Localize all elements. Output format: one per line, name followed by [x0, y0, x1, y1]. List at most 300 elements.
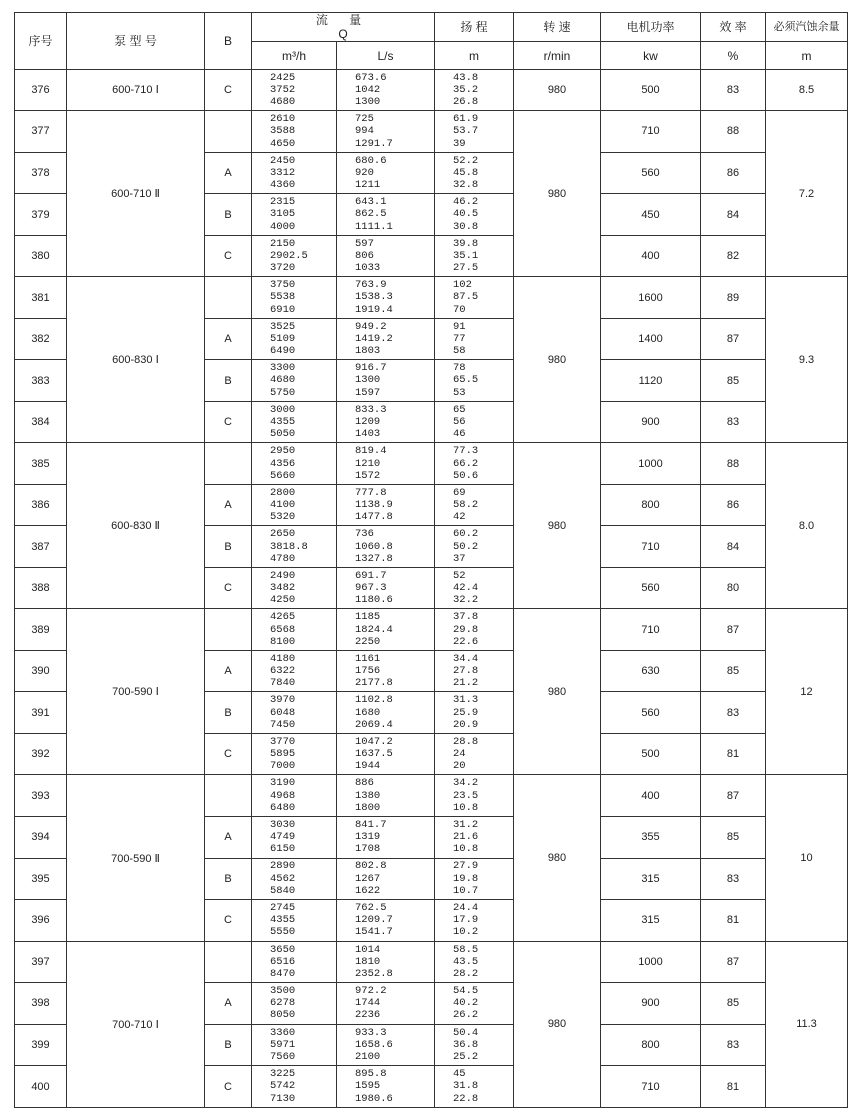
head-m	[435, 194, 514, 236]
flow-ls	[337, 941, 435, 983]
flow-m3h-value: 3300	[270, 362, 296, 375]
flow-ls-value: 886	[355, 777, 374, 790]
flow-m3h-value: 6150	[270, 843, 296, 856]
header-flow	[252, 13, 435, 42]
head-m-value: 26.8	[453, 96, 479, 109]
head-m-value: 21.6	[453, 831, 479, 844]
flow-ls	[337, 1024, 435, 1066]
flow-m3h-value: 2745	[270, 901, 296, 914]
flow-m3h-value: 3190	[270, 777, 296, 790]
row-index: 400	[15, 1066, 67, 1108]
head-m-value: 24.4	[453, 901, 479, 914]
flow-ls-value: 1919.4	[355, 303, 393, 316]
motor-power: 1600	[601, 277, 701, 319]
flow-ls-value: 1803	[355, 345, 381, 358]
motor-power: 800	[601, 484, 701, 526]
table-row	[15, 609, 848, 651]
flow-ls-value: 1211	[355, 179, 381, 192]
efficiency: 87	[701, 941, 766, 983]
flow-m3h-value: 8050	[270, 1009, 296, 1022]
flow-ls-value: 763.9	[355, 279, 387, 292]
head-m-value: 70	[453, 303, 466, 316]
head-m-value: 54.5	[453, 985, 479, 998]
head-m-value: 21.2	[453, 677, 479, 690]
efficiency: 82	[701, 235, 766, 277]
flow-m3h-value: 5742	[270, 1080, 296, 1093]
efficiency: 84	[701, 526, 766, 568]
header-efficiency: 效 率	[701, 13, 766, 42]
flow-ls-value: 1944	[355, 760, 381, 773]
head-m-value: 58.2	[453, 499, 479, 512]
efficiency: 88	[701, 111, 766, 153]
head-m-value: 40.2	[453, 997, 479, 1010]
efficiency: 80	[701, 567, 766, 609]
head-m-value: 10.7	[453, 884, 479, 897]
flow-m3h-value: 6480	[270, 801, 296, 814]
flow-m3h-value: 4680	[270, 374, 296, 387]
head-m-value: 53.7	[453, 125, 479, 138]
motor-power: 560	[601, 567, 701, 609]
head-m-value: 28.8	[453, 735, 479, 748]
flow-ls-value: 1810	[355, 955, 381, 968]
flow-m3h	[252, 1066, 337, 1108]
head-m	[435, 360, 514, 402]
flow-m3h-value: 4650	[270, 137, 296, 150]
head-m	[435, 900, 514, 942]
flow-ls-value: 1161	[355, 652, 381, 665]
motor-power: 710	[601, 609, 701, 651]
row-index: 396	[15, 900, 67, 942]
pump-spec-table	[14, 12, 848, 1108]
flow-ls	[337, 567, 435, 609]
flow-m3h	[252, 1024, 337, 1066]
flow-m3h-value: 4355	[270, 914, 296, 927]
flow-ls-value: 1744	[355, 997, 381, 1010]
flow-ls-value: 1180.6	[355, 594, 393, 607]
flow-m3h-value: 4562	[270, 872, 296, 885]
pump-model: 600-830 Ⅰ	[67, 277, 205, 443]
head-m-value: 35.1	[453, 249, 479, 262]
head-m-value: 35.2	[453, 83, 479, 96]
flow-ls	[337, 650, 435, 692]
motor-power: 500	[601, 733, 701, 775]
head-m	[435, 609, 514, 651]
flow-m3h	[252, 69, 337, 111]
motor-power: 1120	[601, 360, 701, 402]
flow-m3h-value: 5109	[270, 332, 296, 345]
head-m	[435, 733, 514, 775]
flow-ls-value: 1060.8	[355, 540, 393, 553]
efficiency: 83	[701, 1024, 766, 1066]
flow-ls-value: 1572	[355, 469, 381, 482]
flow-ls-value: 1403	[355, 428, 381, 441]
flow-m3h	[252, 318, 337, 360]
head-m	[435, 318, 514, 360]
head-m-value: 40.5	[453, 208, 479, 221]
variant-code: C	[205, 567, 252, 609]
head-m	[435, 567, 514, 609]
head-m-value: 87.5	[453, 291, 479, 304]
head-m-value: 60.2	[453, 528, 479, 541]
flow-m3h	[252, 194, 337, 236]
flow-ls-value: 1267	[355, 872, 381, 885]
flow-m3h-value: 3360	[270, 1026, 296, 1039]
flow-ls-value: 841.7	[355, 818, 387, 831]
flow-m3h	[252, 858, 337, 900]
pump-model: 600-830 Ⅱ	[67, 443, 205, 609]
header-speed: 转 速	[514, 13, 601, 42]
header-npsh-unit: m	[766, 42, 848, 69]
flow-m3h-value: 6490	[270, 345, 296, 358]
motor-power: 400	[601, 775, 701, 817]
flow-m3h-value: 3312	[270, 166, 296, 179]
efficiency: 83	[701, 401, 766, 443]
row-index: 390	[15, 650, 67, 692]
header-model: 泵 型 号	[67, 13, 205, 70]
flow-ls-value: 691.7	[355, 569, 387, 582]
head-m-value: 22.6	[453, 635, 479, 648]
flow-ls-value: 736	[355, 528, 374, 541]
table-row	[15, 941, 848, 983]
npsh-required: 9.3	[766, 277, 848, 443]
head-m-value: 52.2	[453, 154, 479, 167]
speed-rpm: 980	[514, 609, 601, 775]
flow-m3h-value: 5971	[270, 1038, 296, 1051]
flow-m3h-value: 6322	[270, 665, 296, 678]
flow-m3h-value: 4000	[270, 220, 296, 233]
head-m-value: 10.8	[453, 801, 479, 814]
variant-code: B	[205, 858, 252, 900]
flow-ls	[337, 277, 435, 319]
head-m-value: 61.9	[453, 113, 479, 126]
npsh-required: 8.0	[766, 443, 848, 609]
head-m-value: 43.8	[453, 71, 479, 84]
efficiency: 84	[701, 194, 766, 236]
efficiency: 83	[701, 858, 766, 900]
flow-m3h	[252, 817, 337, 859]
pump-model: 600-710 Ⅱ	[67, 111, 205, 277]
head-m-value: 50.2	[453, 540, 479, 553]
flow-ls-value: 920	[355, 166, 374, 179]
flow-ls-value: 1033	[355, 262, 381, 275]
flow-m3h-value: 3000	[270, 403, 296, 416]
flow-ls-value: 1637.5	[355, 748, 393, 761]
motor-power: 450	[601, 194, 701, 236]
variant-code	[205, 775, 252, 817]
head-m	[435, 1066, 514, 1108]
motor-power: 500	[601, 69, 701, 111]
flow-m3h-value: 3030	[270, 818, 296, 831]
head-m-value: 25.9	[453, 706, 479, 719]
efficiency: 87	[701, 609, 766, 651]
flow-m3h	[252, 360, 337, 402]
head-m-value: 28.2	[453, 967, 479, 980]
flow-ls-value: 680.6	[355, 154, 387, 167]
head-m-value: 34.2	[453, 777, 479, 790]
row-index: 392	[15, 733, 67, 775]
flow-m3h-value: 3588	[270, 125, 296, 138]
header-flow-m3h: m³/h	[252, 42, 337, 69]
efficiency: 85	[701, 360, 766, 402]
head-m-value: 52	[453, 569, 466, 582]
head-m	[435, 817, 514, 859]
flow-ls	[337, 318, 435, 360]
motor-power: 355	[601, 817, 701, 859]
head-m-value: 31.8	[453, 1080, 479, 1093]
flow-ls	[337, 360, 435, 402]
flow-m3h-value: 5750	[270, 386, 296, 399]
motor-power: 630	[601, 650, 701, 692]
flow-m3h-value: 6516	[270, 955, 296, 968]
flow-m3h-value: 5050	[270, 428, 296, 441]
variant-code	[205, 111, 252, 153]
flow-m3h	[252, 567, 337, 609]
flow-ls	[337, 443, 435, 485]
efficiency: 88	[701, 443, 766, 485]
flow-m3h-value: 4749	[270, 831, 296, 844]
flow-ls	[337, 1066, 435, 1108]
head-m-value: 58.5	[453, 943, 479, 956]
head-m-value: 102	[453, 279, 472, 292]
head-m-value: 37.8	[453, 611, 479, 624]
head-m-value: 78	[453, 362, 466, 375]
motor-power: 315	[601, 858, 701, 900]
flow-ls	[337, 733, 435, 775]
flow-ls-value: 1300	[355, 96, 381, 109]
flow-ls-value: 725	[355, 113, 374, 126]
efficiency: 83	[701, 692, 766, 734]
flow-m3h-value: 4356	[270, 457, 296, 470]
flow-ls-value: 949.2	[355, 320, 387, 333]
flow-m3h-value: 3225	[270, 1068, 296, 1081]
flow-ls	[337, 235, 435, 277]
head-m-value: 17.9	[453, 914, 479, 927]
table-row	[15, 443, 848, 485]
head-m	[435, 692, 514, 734]
variant-code: A	[205, 152, 252, 194]
flow-m3h-value: 5840	[270, 884, 296, 897]
flow-m3h-value: 3525	[270, 320, 296, 333]
npsh-required: 10	[766, 775, 848, 941]
flow-ls-value: 1597	[355, 386, 381, 399]
flow-ls-value: 2100	[355, 1050, 381, 1063]
flow-m3h	[252, 111, 337, 153]
head-m-value: 56	[453, 416, 466, 428]
head-m-value: 46	[453, 428, 466, 441]
flow-m3h-value: 7560	[270, 1050, 296, 1063]
flow-m3h-value: 4355	[270, 416, 296, 428]
head-m-value: 66.2	[453, 457, 479, 470]
flow-m3h-value: 3482	[270, 582, 296, 595]
flow-ls	[337, 775, 435, 817]
head-m-value: 69	[453, 486, 466, 499]
flow-m3h-value: 6568	[270, 623, 296, 636]
head-m-value: 26.2	[453, 1009, 479, 1022]
head-m-value: 36.8	[453, 1038, 479, 1051]
flow-m3h-value: 3650	[270, 943, 296, 956]
row-index: 385	[15, 443, 67, 485]
flow-m3h-value: 3970	[270, 694, 296, 707]
flow-m3h-value: 2650	[270, 528, 296, 541]
flow-ls	[337, 858, 435, 900]
flow-ls-value: 895.8	[355, 1068, 387, 1081]
head-m-value: 10.2	[453, 926, 479, 939]
row-index: 393	[15, 775, 67, 817]
head-m-value: 58	[453, 345, 466, 358]
head-m-value: 45	[453, 1068, 466, 1081]
flow-m3h-value: 8470	[270, 967, 296, 980]
flow-ls-value: 2177.8	[355, 677, 393, 690]
row-index: 394	[15, 817, 67, 859]
head-m-value: 91	[453, 320, 466, 333]
head-m-value: 25.2	[453, 1050, 479, 1063]
flow-m3h-value: 4680	[270, 96, 296, 109]
row-index: 383	[15, 360, 67, 402]
row-index: 379	[15, 194, 67, 236]
variant-code: C	[205, 235, 252, 277]
flow-ls-value: 1291.7	[355, 137, 393, 150]
head-m-value: 65.5	[453, 374, 479, 387]
flow-m3h-value: 7450	[270, 718, 296, 731]
speed-rpm: 980	[514, 443, 601, 609]
header-head: 扬 程	[435, 13, 514, 42]
flow-ls-value: 777.8	[355, 486, 387, 499]
variant-code: C	[205, 900, 252, 942]
head-m	[435, 858, 514, 900]
npsh-required: 7.2	[766, 111, 848, 277]
variant-code	[205, 443, 252, 485]
motor-power: 800	[601, 1024, 701, 1066]
variant-code	[205, 277, 252, 319]
speed-rpm: 980	[514, 775, 601, 941]
variant-code: B	[205, 194, 252, 236]
header-flow-q: Q	[338, 27, 348, 42]
row-index: 391	[15, 692, 67, 734]
flow-m3h	[252, 443, 337, 485]
flow-ls-value: 673.6	[355, 71, 387, 84]
head-m-value: 10.8	[453, 843, 479, 856]
flow-ls-value: 1319	[355, 831, 381, 844]
head-m	[435, 235, 514, 277]
flow-ls	[337, 526, 435, 568]
flow-m3h-value: 3105	[270, 208, 296, 221]
flow-m3h	[252, 526, 337, 568]
efficiency: 81	[701, 1066, 766, 1108]
efficiency: 89	[701, 277, 766, 319]
head-m	[435, 526, 514, 568]
flow-ls-value: 1595	[355, 1080, 381, 1093]
flow-ls-value: 967.3	[355, 582, 387, 595]
motor-power: 710	[601, 111, 701, 153]
flow-ls-value: 2069.4	[355, 718, 393, 731]
row-index: 389	[15, 609, 67, 651]
flow-ls-value: 1210	[355, 457, 381, 470]
pump-model: 700-710 Ⅰ	[67, 941, 205, 1107]
row-index: 377	[15, 111, 67, 153]
flow-ls-value: 2250	[355, 635, 381, 648]
flow-m3h	[252, 609, 337, 651]
header-head-unit: m	[435, 42, 514, 69]
pump-model: 700-590 Ⅰ	[67, 609, 205, 775]
flow-ls	[337, 152, 435, 194]
flow-m3h-value: 5895	[270, 748, 296, 761]
flow-ls	[337, 484, 435, 526]
flow-ls-value: 1824.4	[355, 623, 393, 636]
flow-ls-value: 972.2	[355, 985, 387, 998]
flow-ls	[337, 900, 435, 942]
motor-power: 710	[601, 1066, 701, 1108]
head-m-value: 24	[453, 748, 466, 761]
head-m	[435, 941, 514, 983]
head-m-value: 42	[453, 511, 466, 524]
flow-ls-value: 1185	[355, 611, 381, 624]
flow-ls-value: 1380	[355, 789, 381, 802]
table-row	[15, 277, 848, 319]
flow-ls-value: 1477.8	[355, 511, 393, 524]
row-index: 395	[15, 858, 67, 900]
flow-ls	[337, 692, 435, 734]
row-index: 376	[15, 69, 67, 111]
header-power-unit: kw	[601, 42, 701, 69]
flow-m3h-value: 3720	[270, 262, 296, 275]
efficiency: 85	[701, 650, 766, 692]
flow-ls-value: 1042	[355, 83, 381, 96]
flow-m3h-value: 2425	[270, 71, 296, 84]
flow-m3h-value: 4250	[270, 594, 296, 607]
flow-ls-value: 833.3	[355, 403, 387, 416]
efficiency: 87	[701, 318, 766, 360]
head-m-value: 43.5	[453, 955, 479, 968]
efficiency: 85	[701, 817, 766, 859]
npsh-required: 12	[766, 609, 848, 775]
head-m-value: 30.8	[453, 220, 479, 233]
head-m-value: 32.8	[453, 179, 479, 192]
head-m-value: 19.8	[453, 872, 479, 885]
variant-code: A	[205, 817, 252, 859]
flow-ls-value: 1014	[355, 943, 381, 956]
efficiency: 86	[701, 152, 766, 194]
header-variant: B	[205, 13, 252, 70]
row-index: 399	[15, 1024, 67, 1066]
flow-m3h-value: 4180	[270, 652, 296, 665]
head-m-value: 31.3	[453, 694, 479, 707]
variant-code: A	[205, 318, 252, 360]
flow-m3h-value: 7840	[270, 677, 296, 690]
efficiency: 83	[701, 69, 766, 111]
flow-ls-value: 1708	[355, 843, 381, 856]
row-index: 388	[15, 567, 67, 609]
efficiency: 87	[701, 775, 766, 817]
flow-ls-value: 1047.2	[355, 735, 393, 748]
flow-ls-value: 1138.9	[355, 499, 393, 512]
flow-m3h-value: 4100	[270, 499, 296, 512]
flow-ls-value: 2352.8	[355, 967, 393, 980]
flow-m3h-value: 8100	[270, 635, 296, 648]
flow-m3h	[252, 775, 337, 817]
head-m-value: 27.8	[453, 665, 479, 678]
flow-m3h	[252, 941, 337, 983]
head-m-value: 45.8	[453, 166, 479, 179]
flow-m3h	[252, 401, 337, 443]
flow-m3h-value: 4968	[270, 789, 296, 802]
variant-code	[205, 941, 252, 983]
header-npsh: 必须汽蚀余量	[766, 13, 848, 42]
motor-power: 560	[601, 692, 701, 734]
header-speed-unit: r/min	[514, 42, 601, 69]
row-index: 382	[15, 318, 67, 360]
efficiency: 85	[701, 983, 766, 1025]
header-efficiency-unit: %	[701, 42, 766, 69]
